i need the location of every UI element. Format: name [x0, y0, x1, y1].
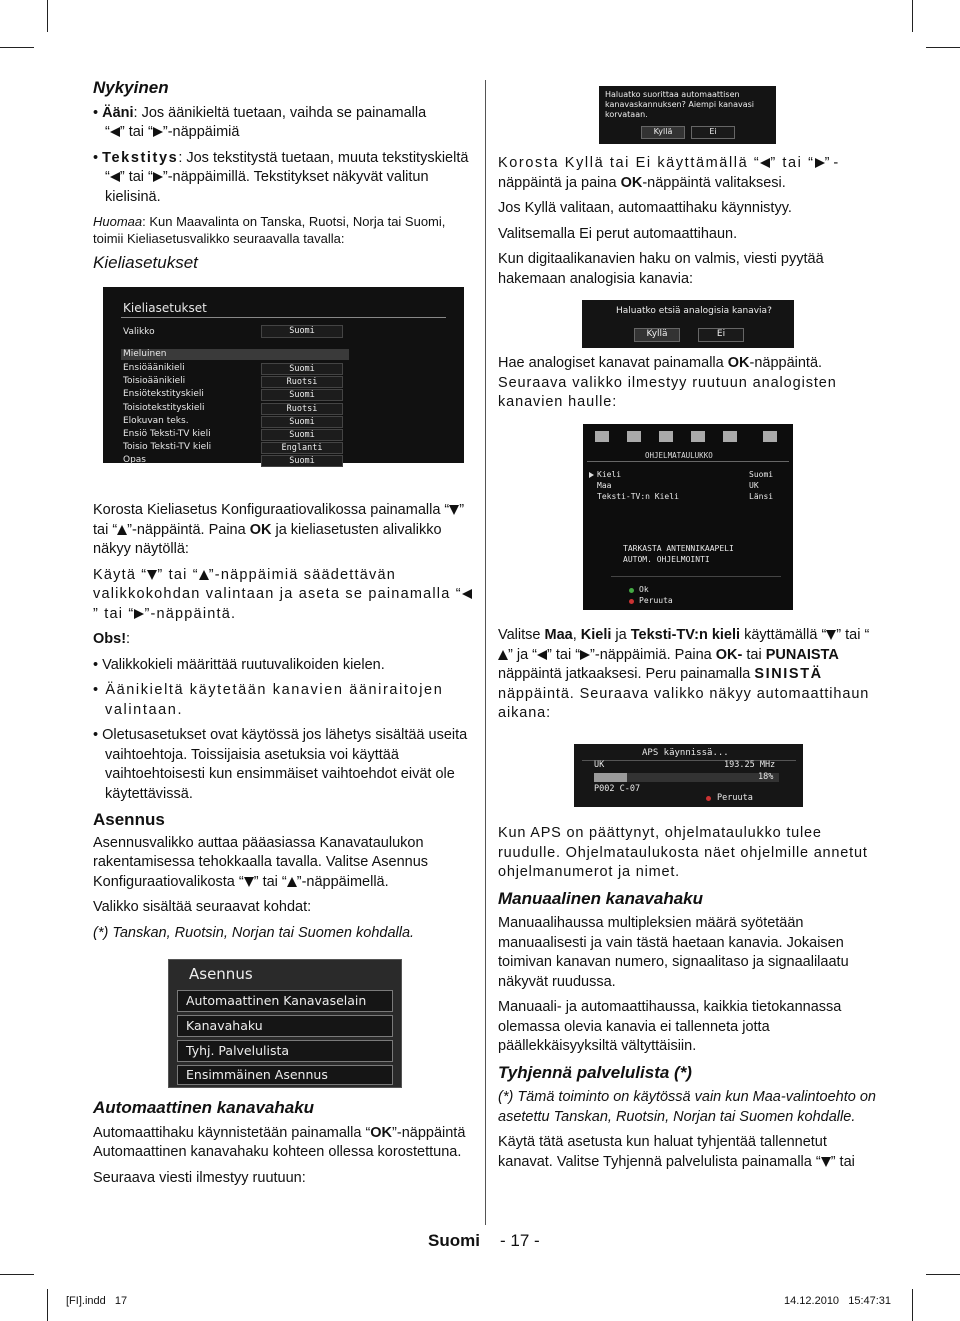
menu-title: Kieliasetukset [123, 301, 207, 315]
kylla-paragraph: Jos Kyllä valitaan, automaattihaku käynnistyy. [498, 200, 792, 216]
down-arrow-icon [821, 1157, 831, 1167]
dialog-text: Haluatko etsiä analogisia kanavia? [616, 306, 772, 316]
up-arrow-icon [117, 525, 127, 535]
auto-paragraph: Automaattihaku käynnistetään painamalla “OK”-näppäintä Automaattinen kanavahaku kohteen ollessa korostettuna. [93, 1124, 466, 1160]
language-row-label: Ensiöäänikieli [123, 363, 185, 373]
aps-progress-bar [594, 773, 779, 782]
icon-bar [591, 427, 785, 447]
valitse-paragraph: Valitse Maa, Kieli ja Teksti-TV:n kieli käyttämällä “ ” tai “” ja “ ” tai “ ”-näppäimiä. Paina OK- tai PUNAISTA näppäintä jatkaaksesi. Peru painamalla SINISTÄ näppäintä. Seuraava valikko näkyy automaattihaun aikana: [498, 627, 870, 721]
aps-done-paragraph: Kun APS on päättynyt, ohjelmataulukko tulee ruudulle. Ohjelmataulukosta näet ohjelmille annetut ohjelmanumerot ja nimet. [498, 825, 868, 880]
kieliasetukset-heading: Kieliasetukset [93, 253, 198, 272]
dialog-yes-button: Kyllä [634, 328, 680, 342]
aps-percent: 18% [758, 772, 774, 782]
language-row-value: Suomi [261, 363, 343, 375]
aps-title: APS käynnissä... [642, 748, 729, 758]
obs-heading: Obs!: [93, 631, 131, 647]
tyhj-heading: Tyhjennä palvelulista (*) [498, 1062, 692, 1082]
dialog-yes-button: Kyllä [641, 126, 685, 139]
right-column-valitse [498, 626, 879, 730]
language-row-label: Toisio Teksti-TV kieli [123, 442, 212, 453]
title-underline [121, 317, 446, 318]
right-arrow-icon [153, 127, 163, 137]
footer-file: [FI].indd 17 [66, 1295, 128, 1307]
manual-paragraph-1: Manuaalihaussa multipleksien määrä syötetään manuaalisesti ja vain tästä haetaan kanavia. Jokaisen toimivan kanavan numero, signaalitaso ja signaalilaatu näkyvät ruudussa. [498, 915, 849, 990]
language-row-label: Ensiö Teksti-TV kieli [123, 429, 211, 439]
sound-icon [627, 431, 641, 442]
ok-dot-icon [629, 588, 634, 593]
warning-line-1: TARKASTA ANTENNIKAAPELI [623, 544, 734, 553]
manual-paragraph-2: Manuaali- ja automaattihaussa, kaikkia tietokannassa olemassa olevia kanavia ei tallenneta jotta päällekkäisyyksiltä vältyttäisiin. [498, 999, 842, 1054]
section-label: Mieluinen [123, 349, 167, 359]
manual-heading: Manuaalinen kanavahaku [498, 888, 704, 908]
left-arrow-icon [462, 589, 472, 599]
analog-dialog [582, 300, 794, 348]
ohjelma-row-value: UK [749, 481, 759, 490]
menu-item-clear-list: Tyhj. Palvelulista [177, 1040, 393, 1062]
language-row-label: Toisiotekstityskieli [123, 402, 205, 413]
footer-language: Suomi [428, 1231, 480, 1250]
huomaa-note: Huomaa: Kun Maavalinta on Tanska, Ruotsi, Norja tai Suomi, toimii Kieliasetusvalikko seuraavalla tavalla: [93, 214, 446, 246]
ohjelmataulukko-screenshot [583, 424, 793, 610]
tyhj-paragraph: Käytä tätä asetusta kun haluat tyhjentää tallennetut kanavat. Valitse Tyhjennä palvelulista painamalla “ ” tai [498, 1134, 855, 1170]
aps-frequency: 193.25 MHz [724, 760, 776, 770]
peruuta-dot-icon [629, 599, 634, 604]
menu-item-auto-scan: Automaattinen Kanavaselain [177, 990, 393, 1012]
tyhj-note: (*) Tämä toiminto on käytössä vain kun Maa-valintoehto on asetettu Tanskan, Ruotsin, Norjan tai Suomen kohdalle. [498, 1089, 876, 1125]
install-icon [691, 431, 705, 442]
korosta-kylla-paragraph: Korosta Kyllä tai Ei käyttämällä “ ” tai “ ” -näppäintä ja paina OK-näppäintä valitaksesi. [498, 155, 839, 191]
crop-mark [926, 47, 960, 48]
selection-marker-icon [589, 472, 594, 478]
left-column-top [93, 78, 475, 279]
asennus-paragraph: Asennusvalikko auttaa pääasiassa Kanavataulukon rakentamisessa tehokkaalla tavalla. Valitse Asennus Konfiguraatiovalikosta “ ” tai “ ”-näppäimellä. [93, 834, 429, 890]
language-row-label: Ensiötekstityskieli [123, 389, 204, 400]
right-column-top [498, 154, 879, 295]
crop-mark [912, 0, 913, 32]
right-arrow-icon [815, 158, 825, 168]
korosta-paragraph: Korosta Kieliasetus Konfiguraatiovalikossa painamalla “ ” tai “ ”-näppäintä. Paina OK ja kieliasetusten alivalikko näkyy näytöllä: [93, 502, 465, 557]
aps-channel: P002 C-07 [594, 784, 641, 794]
kayta-paragraph: Käytä “ ” tai “ ”-näppäimiä säädettävän valikkokohdan valintaan ja aseta se painamalla “” tai “ ”-näppäintä. [93, 566, 475, 625]
ohjelma-row-value: Suomi [749, 470, 774, 479]
dialog-text: Haluatko suorittaa automaattisen kanavaskannuksen? Aiempi kanavasi korvataan. [605, 90, 755, 119]
source-icon [763, 431, 777, 442]
down-arrow-icon [449, 505, 459, 515]
menu-item-first-install: Ensimmäinen Asennus [177, 1065, 393, 1085]
valikko-value: Suomi [261, 325, 343, 338]
obs-bullet-3: • Oletusasetukset ovat käytössä jos lähetys sisältää useita vaihtoehtoja. Toissijaisia asetuksia voi käyttää vaihtoehtoisesti kun ensimmäiset vaihtoehdot eivät ole käytettävissä. [93, 727, 468, 802]
left-column-middle [93, 501, 475, 949]
footer-page-number: - 17 - [500, 1231, 540, 1250]
language-row-label: Opas [123, 455, 147, 466]
nykyinen-heading: Nykyinen [93, 78, 169, 97]
language-row-value: Ruotsi [261, 403, 343, 415]
menu-title: OHJELMATAULUKKO [645, 451, 713, 460]
aps-progress-screenshot [574, 744, 803, 807]
auto-paragraph-2: Seuraava viesti ilmestyy ruutuun: [93, 1169, 306, 1186]
right-arrow-icon [134, 609, 144, 619]
aps-country: UK [594, 760, 605, 770]
left-arrow-icon [110, 172, 120, 182]
obs-bullet-2: • Äänikieltä käytetään kanavien ääniraitojen valintaan. [93, 682, 444, 718]
language-row-value: Suomi [261, 416, 343, 428]
aani-bullet: • Ääni: Jos äänikieltä tuetaan, vaihda se painamalla “ ” tai “ ”-näppäimiä [93, 104, 427, 140]
aps-peruuta: Peruuta [717, 793, 753, 803]
auto-heading: Automaattinen kanavahaku [93, 1098, 315, 1117]
ohjelma-row-label: Teksti-TV:n Kieli [597, 492, 679, 501]
crop-mark [47, 0, 48, 32]
picture-icon [595, 431, 609, 442]
peruuta-option: Peruuta [639, 596, 673, 605]
right-arrow-icon [153, 172, 163, 182]
asennus-contents: Valikko sisältää seuraavat kohdat: [93, 899, 312, 915]
asennus-menu-screenshot [168, 959, 402, 1088]
next-menu-paragraph: Seuraava valikko ilmestyy ruutuun analogisten kanavien haulle: [498, 374, 837, 410]
menu-title: Asennus [189, 965, 253, 983]
left-arrow-icon [110, 127, 120, 137]
ei-paragraph: Valitsemalla Ei perut automaattihaun. [498, 225, 738, 242]
crop-mark [912, 1289, 913, 1321]
language-row-label: Toisioäänikieli [123, 376, 186, 387]
right-column-analog [498, 354, 879, 419]
ok-option: Ok [639, 585, 649, 594]
ohjelma-row-label: Kieli [597, 470, 622, 479]
left-arrow-icon [760, 158, 770, 168]
crop-mark [0, 47, 34, 48]
menu-item-manual-scan: Kanavahaku [177, 1015, 393, 1037]
valikko-label: Valikko [123, 327, 155, 337]
crop-mark [926, 1274, 960, 1275]
down-arrow-icon [826, 630, 836, 640]
left-column-bottom [93, 1098, 475, 1194]
digital-done-paragraph: Kun digitaalikanavien haku on valmis, viesti pyytää hakemaan analogisia kanavia: [498, 251, 824, 287]
crop-mark [47, 1289, 48, 1321]
channel-icon [723, 431, 737, 442]
dialog-no-button: Ei [698, 328, 744, 342]
obs-bullet-1: • Valikkokieli määrittää ruutuvalikoiden kielen. [93, 656, 385, 673]
up-arrow-icon [199, 570, 209, 580]
kieliasetukset-menu-screenshot [103, 287, 464, 467]
right-column-bottom [498, 824, 879, 1178]
language-row-value: Englanti [261, 442, 343, 454]
divider [611, 576, 781, 577]
left-arrow-icon [537, 650, 547, 660]
dialog-no-button: Ei [691, 126, 735, 139]
asennus-note: (*) Tanskan, Ruotsin, Norjan tai Suomen kohdalla. [93, 924, 415, 941]
language-row-value: Ruotsi [261, 376, 343, 388]
title-underline [587, 461, 789, 462]
ohjelma-row-value: Länsi [749, 492, 774, 501]
peruuta-dot-icon [706, 796, 711, 801]
tekstitys-bullet: • Tekstitys: Jos tekstitystä tuetaan, muuta tekstityskieltä “ ” tai “ ”-näppäimillä. Tekstitykset näkyvät valitun kielisinä. [93, 149, 469, 205]
column-divider [485, 80, 486, 1225]
language-row-value: Suomi [261, 389, 343, 401]
up-arrow-icon [287, 877, 297, 887]
warning-line-2: AUTOM. OHJELMOINTI [623, 555, 710, 564]
language-row-value: Suomi [261, 429, 343, 441]
crop-mark [0, 1274, 34, 1275]
auto-scan-dialog [599, 86, 776, 144]
down-arrow-icon [147, 570, 157, 580]
up-arrow-icon [498, 650, 508, 660]
down-arrow-icon [244, 877, 254, 887]
settings-icon [659, 431, 673, 442]
right-arrow-icon [580, 650, 590, 660]
hae-analog-paragraph: Hae analogiset kanavat painamalla OK-näppäintä. [498, 355, 823, 371]
asennus-heading: Asennus [93, 810, 165, 829]
footer-date: 14.12.2010 15:47:31 [784, 1295, 892, 1307]
aps-progress-fill [594, 773, 627, 782]
ohjelma-row-label: Maa [597, 481, 612, 490]
language-row-value: Suomi [261, 455, 343, 467]
language-row-label: Elokuvan teks. [123, 415, 189, 426]
